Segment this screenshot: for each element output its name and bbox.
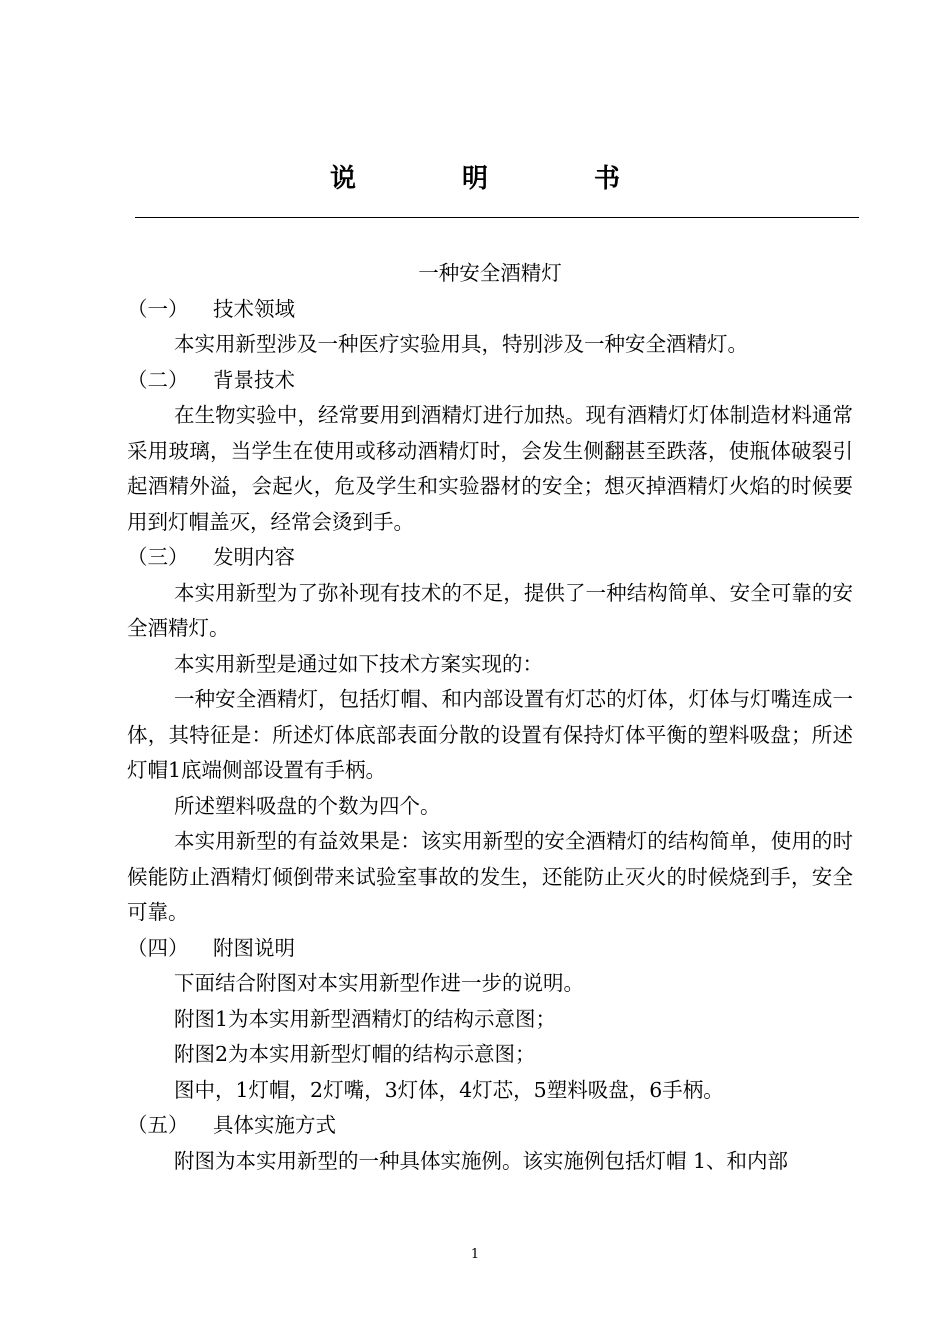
section-heading [127, 1108, 853, 1144]
section-title: 背景技术 [213, 367, 295, 392]
section-heading [127, 540, 853, 576]
page-number: 1 [470, 1247, 480, 1262]
title-divider [135, 217, 859, 218]
paragraph: 图中，1灯帽，2灯嘴，3灯体，4灯芯，5塑料吸盘，6手柄。 [174, 1077, 724, 1102]
invention-title: 一种安全酒精灯 [418, 261, 562, 285]
document-body [127, 256, 853, 1179]
section-title: 技术领域 [213, 296, 295, 321]
section-heading [127, 931, 853, 967]
paragraph: 一种安全酒精灯，包括灯帽、和内部设置有灯芯的灯体，灯体与灯嘴连成一体，其特征是：所述灯体底部表面分散的设置有保持灯体平衡的塑料吸盘；所述灯帽1底端侧部设置有手柄。 [127, 687, 853, 782]
paragraph: 所述塑料吸盘的个数为四个。 [174, 793, 441, 818]
section-number: （三） [127, 545, 189, 569]
section-heading [127, 292, 853, 328]
paragraph: 下面结合附图对本实用新型作进一步的说明。 [174, 971, 584, 995]
paragraph: 本实用新型为了弥补现有技术的不足，提供了一种结构简单、安全可靠的安全酒精灯。 [127, 580, 853, 640]
section-number: （二） [127, 367, 189, 392]
document-title: 说 明 书 [329, 164, 660, 194]
paragraph: 附图为本实用新型的一种具体实施例。该实施例包括灯帽 1、和内部 [174, 1148, 789, 1173]
section-title: 具体实施方式 [213, 1113, 336, 1137]
paragraph: 本实用新型是通过如下技术方案实现的： [174, 651, 543, 676]
section-number: （一） [127, 296, 189, 321]
section-title: 发明内容 [213, 545, 295, 569]
paragraph: 本实用新型涉及一种医疗实验用具，特别涉及一种安全酒精灯。 [174, 332, 748, 356]
paragraph: 本实用新型的有益效果是：该实用新型的安全酒精灯的结构简单，使用的时候能防止酒精灯倾倒带来试验室事故的发生，还能防止灭火的时候烧到手，安全可靠。 [127, 829, 853, 924]
section-title: 附图说明 [213, 935, 295, 960]
paragraph: 在生物实验中，经常要用到酒精灯进行加热。现有酒精灯灯体制造材料通常采用玻璃，当学生在使用或移动酒精灯时，会发生侧翻甚至跌落，使瓶体破裂引起酒精外溢，会起火，危及学生和实验器材的安全；想灭掉酒精灯火焰的时候要用到灯帽盖灭，经常会烫到手。 [127, 403, 853, 534]
paragraph: 附图2为本实用新型灯帽的结构示意图； [174, 1042, 536, 1066]
section-number: （四） [127, 935, 189, 960]
section-number: （五） [127, 1113, 189, 1137]
section-heading [127, 363, 853, 399]
paragraph: 附图1为本实用新型酒精灯的结构示意图； [174, 1006, 557, 1031]
